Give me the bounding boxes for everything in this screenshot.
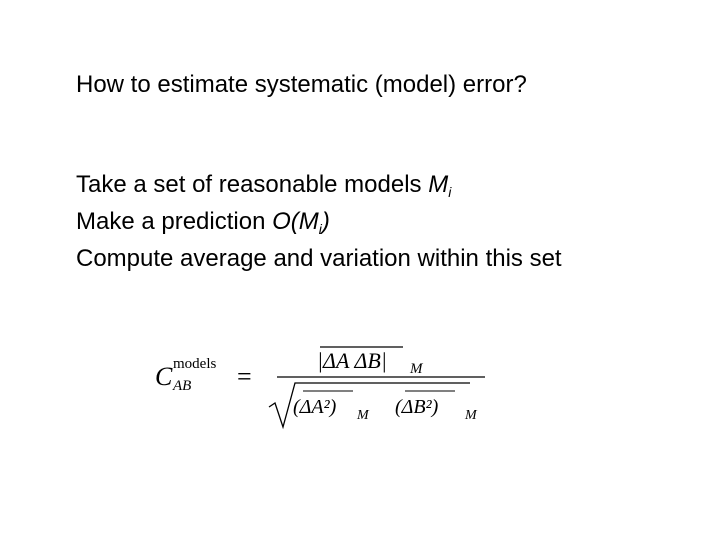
bullet-2-variable: O(M [272,208,319,235]
formula-lhs-superscript: models [173,356,217,372]
slide-title: How to estimate systematic (model) error? [76,71,527,98]
bullet-line-2 [76,207,562,244]
bullet-3-text: Compute average and variation within this set [76,245,562,272]
bullet-1-subscript: i [448,184,452,200]
bullet-line-3 [76,244,562,274]
formula-denominator-right: (ΔB²) [395,396,439,418]
formula-denominator-right-subscript: M [465,408,477,423]
bullet-line-1 [76,170,562,207]
bullet-1-text: Take a set of reasonable models [76,171,429,198]
formula-numerator: |ΔA ΔB| [317,348,387,373]
bullet-2-subscript: i [318,221,322,237]
bullet-2-text: Make a prediction [76,208,273,235]
formula-svg [145,335,495,430]
bullet-2-suffix: ) [321,208,330,235]
formula-lhs-symbol: C [155,362,173,391]
formula-equals: = [237,362,252,391]
bullet-1-variable: M [428,171,449,198]
correlation-formula [145,335,495,430]
formula-denominator-left: (ΔA²) [293,396,337,418]
formula-numerator-subscript: M [410,361,423,377]
formula-denominator-left-subscript: M [357,408,369,423]
formula-lhs-subscript: AB [173,378,192,394]
bullet-list [76,170,562,274]
